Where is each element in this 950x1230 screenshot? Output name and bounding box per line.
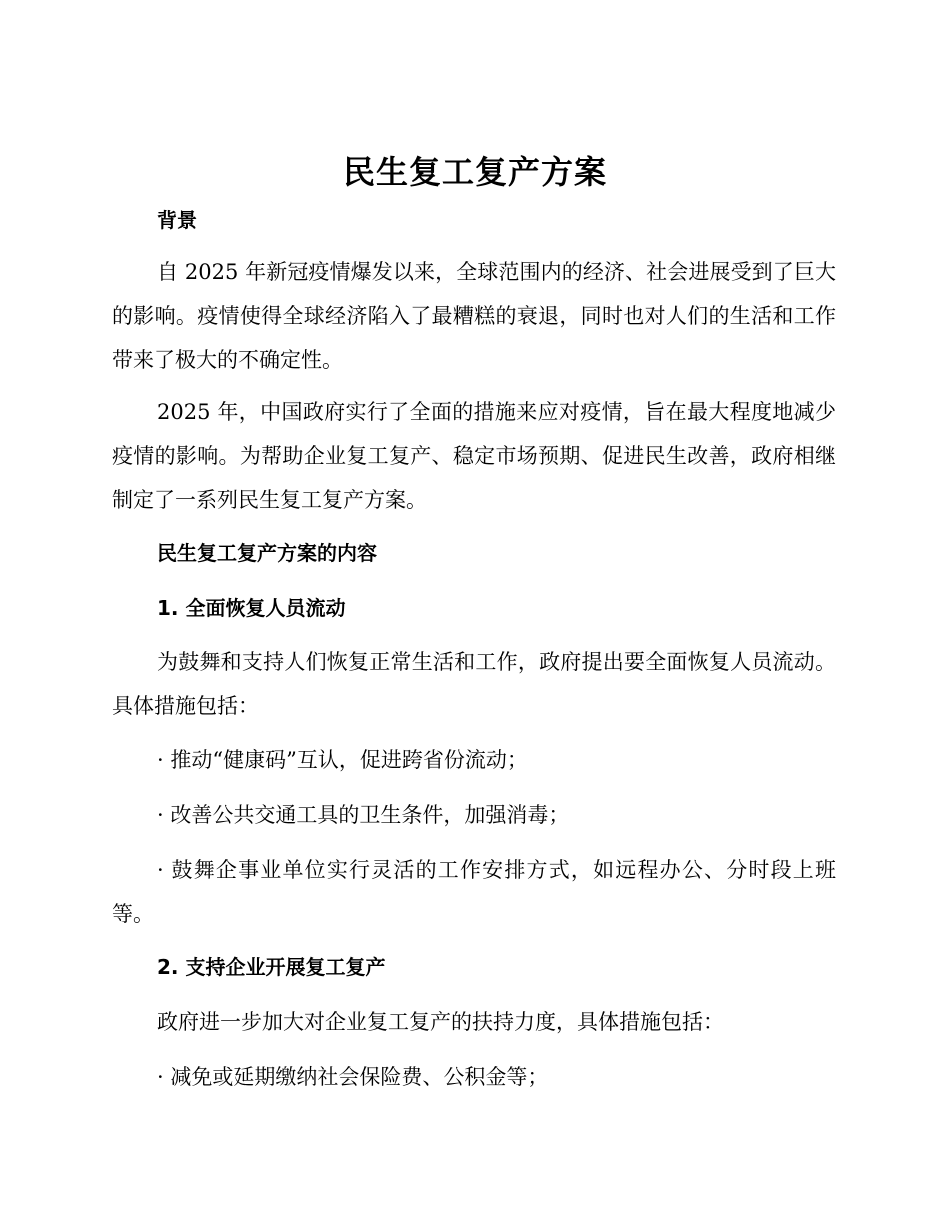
paragraph-item-2-intro: 政府进一步加大对企业复工复产的扶持力度，具体措施包括： [157,1010,724,1034]
paragraph-background-1: 自 2025 年新冠疫情爆发以来，全球范围内的经济、社会进展受到了巨大的影响。疫情使得全球经济陷入了最糟糕的衰退，同时也对人们的生活和工作带来了极大的不确定性。 [112,260,836,372]
section-heading-background: 背景 [157,208,197,232]
bullet-item-1-2: · 改善公共交通工具的卫生条件，加强消毒； [157,803,570,827]
subheading-item-1: 1. 全面恢复人员流动 [157,596,346,620]
paragraph-item-1-intro: 为鼓舞和支持人们恢复正常生活和工作，政府提出要全面恢复人员流动。具体措施包括： [112,650,836,718]
bullet-item-2-1: · 减免或延期缴纳社会保险费、公积金等； [157,1065,549,1089]
subheading-item-2: 2. 支持企业开展复工复产 [157,955,386,979]
bullet-item-1-3: · 鼓舞企事业单位实行灵活的工作安排方式，如远程办公、分时段上班等。 [112,858,836,926]
section-heading-content: 民生复工复产方案的内容 [157,541,377,565]
paragraph-background-2: 2025 年，中国政府实行了全面的措施来应对疫情，旨在最大程度地减少疫情的影响。为帮助企业复工复产、稳定市场预期、促进民生改善，政府相继制定了一系列民生复工复产方案。 [112,400,836,512]
document-title: 民生复工复产方案 [342,153,607,191]
bullet-item-1-1: · 推动“健康码”互认，促进跨省份流动； [157,748,528,772]
